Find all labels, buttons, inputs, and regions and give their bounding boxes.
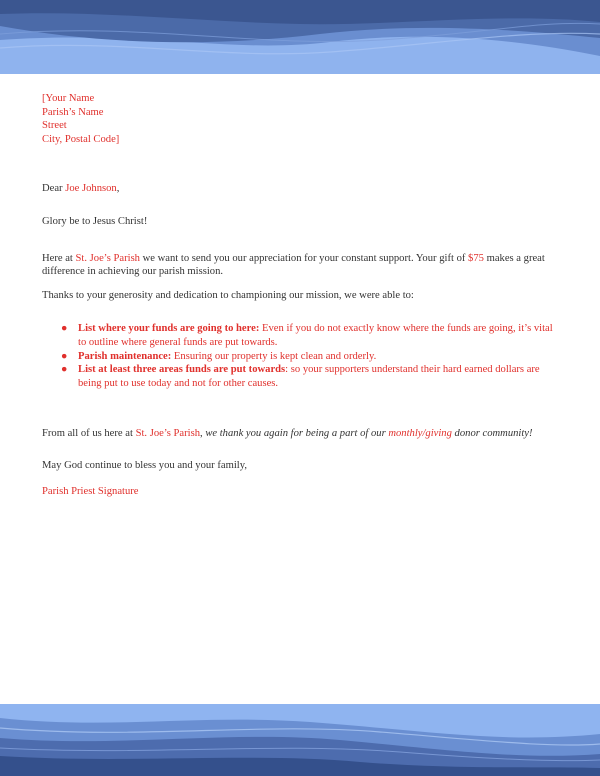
list-item: [61, 322, 558, 349]
salutation: [42, 182, 558, 196]
paragraph1-text-c: makes a great difference in achieving our parish mission.: [42, 252, 545, 278]
list-item: [61, 363, 558, 390]
bullet-icon: ●: [61, 323, 68, 335]
closing-text-a: From all of us here at: [42, 428, 136, 440]
appreciation-paragraph: [42, 252, 558, 279]
list-item-text: Ensuring our property is kept clean and orderly.: [171, 350, 377, 362]
signature-line: Parish Priest Signature: [42, 485, 139, 497]
list-item: [61, 350, 558, 364]
footer-wave-decoration: [0, 704, 600, 776]
bullet-icon: ●: [61, 364, 68, 376]
list-item-heading: List at least three areas funds are put towards: [78, 364, 286, 376]
closing-italic-a: we thank you again for being a part of our: [205, 428, 389, 440]
address-line-street: Street: [42, 120, 67, 132]
address-line-city: City, Postal Code]: [42, 133, 120, 145]
closing-parish-name: St. Joe’s Parish: [135, 428, 201, 440]
opening-line: Glory be to Jesus Christ!: [42, 215, 148, 227]
parish-name: St. Joe’s Parish: [75, 252, 140, 264]
sender-address-block: [42, 92, 558, 146]
closing-comma: ,: [200, 428, 206, 440]
donation-frequency: monthly/giving: [388, 428, 452, 440]
address-line-name: [Your Name: [42, 93, 95, 104]
closing-italic-b: donor community!: [451, 428, 533, 440]
gift-amount: $75: [468, 252, 484, 264]
paragraph1-text-a: Here at: [42, 252, 76, 264]
salutation-suffix: ,: [116, 183, 120, 195]
blessing-line: May God continue to bless you and your family,: [42, 459, 247, 471]
letter-body: [42, 92, 558, 498]
list-item-heading: Parish maintenance:: [78, 350, 172, 362]
closing-paragraph: [42, 427, 558, 441]
list-item-text: : so your supporters understand their hard earned dollars are being put to use today and not for other causes.: [78, 364, 540, 389]
funds-list: [42, 322, 558, 390]
salutation-prefix: Dear: [42, 183, 66, 195]
address-line-parish: Parish’s Name: [42, 106, 104, 118]
thanks-paragraph: Thanks to your generosity and dedication to championing our mission, we were able to:: [42, 289, 414, 301]
paragraph1-text-b: we want to send you our appreciation for your constant support. Your gift of: [139, 252, 469, 264]
recipient-name: Joe Johnson: [65, 183, 117, 195]
bullet-icon: ●: [61, 350, 68, 362]
list-item-text: Even if you do not exactly know where the funds are going, it’s vital to outline where general funds are put towards.: [78, 323, 553, 348]
header-wave-decoration: [0, 0, 600, 74]
list-item-heading: List where your funds are going to here:: [78, 323, 260, 335]
